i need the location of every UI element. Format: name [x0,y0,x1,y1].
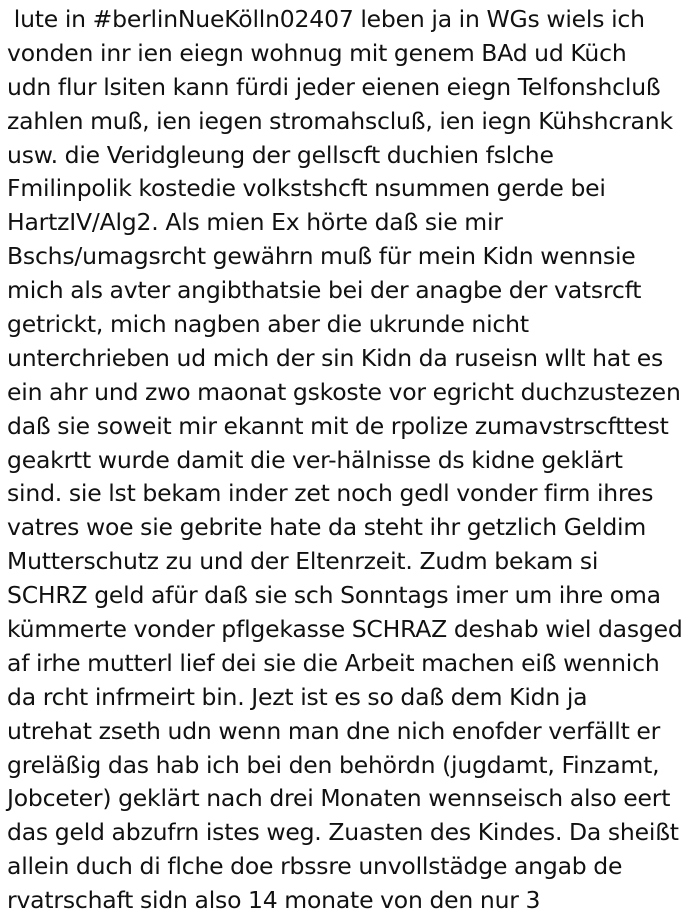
text-line-23: greläßig das hab ich bei den behördn (jugdamt, Finzamt, [7,750,660,779]
text-line-1: lute in #berlinNueKölln02407 leben ja in WGs wiels ich [7,5,645,33]
text-line-8: Bschs/umagsrcht gewährn muß für mein Kidn wennsie [7,242,636,271]
text-line-7: HartzIV/Alg2. Als mien Ex hörte daß sie mir [7,208,503,237]
text-line-16: vatres woe sie gebrite hate da steht ihr getzlich Geldim [7,513,647,542]
text-line-12: ein ahr und zwo maonat gskoste vor egricht duchzustezen [7,377,681,406]
text-line-14: geakrtt wurde damit die ver-hälnisse ds kidne geklärt [7,445,623,474]
text-line-26: allein duch di flche doe rbssre unvollstädge angab de [7,852,623,881]
text-line-21: da rcht infrmeirt bin. Jezt ist es so daß dem Kidn ja [7,682,588,711]
text-line-6: Fmilinpolik kostedie volkstshcft nsummen gerde bei [7,174,606,203]
text-line-19: kümmerte vonder pflgekasse SCHRAZ deshab wiel dasged [7,615,683,644]
text-line-11: unterchrieben ud mich der sin Kidn da ruseisn wllt hat es [7,343,664,372]
text-line-5: usw. die Veridgleung der gellscft duchien fslche [7,140,554,169]
text-line-10: getrickt, mich nagben aber die ukrunde nicht [7,310,529,339]
text-line-4: zahlen muß, ien iegen stromahscluß, ien iegn Kühshcrank [7,106,673,135]
text-line-3: udn flur lsiten kann fürdi jeder eienen eiegn Telfonshcluß [7,72,661,101]
text-line-20: af irhe mutterl lief dei sie die Arbeit machen eiß wennich [7,648,660,677]
text-line-24: Jobceter) geklärt nach drei Monaten wennseisch also eert [7,784,671,813]
text-line-22: utrehat zseth udn wenn man dne nich enofder verfällt er [7,716,661,745]
text-line-9: mich als avter angibthatsie bei der anagbe der vatsrcft [7,276,642,305]
text-line-17: Mutterschutz zu und der Eltenrzeit. Zudm bekam si [7,547,599,576]
text-line-13: daß sie soweit mir ekannt mit de rpolize zumavstrscfttest [7,411,669,440]
document-body [7,3,683,918]
text-line-25: das geld abzufrn istes weg. Zuasten des Kindes. Da sheißt [7,818,679,847]
text-line-27: rvatrschaft sidn also 14 monate von den nur 3 [7,886,541,915]
text-line-15: sind. sie lst bekam inder zet noch gedl vonder firm ihres [7,479,654,508]
text-line-18: SCHRZ geld afür daß sie sch Sonntags imer um ihre oma [7,581,661,610]
text-line-2: vonden inr ien eiegn wohnug mit genem BAd ud Küch [7,38,627,67]
